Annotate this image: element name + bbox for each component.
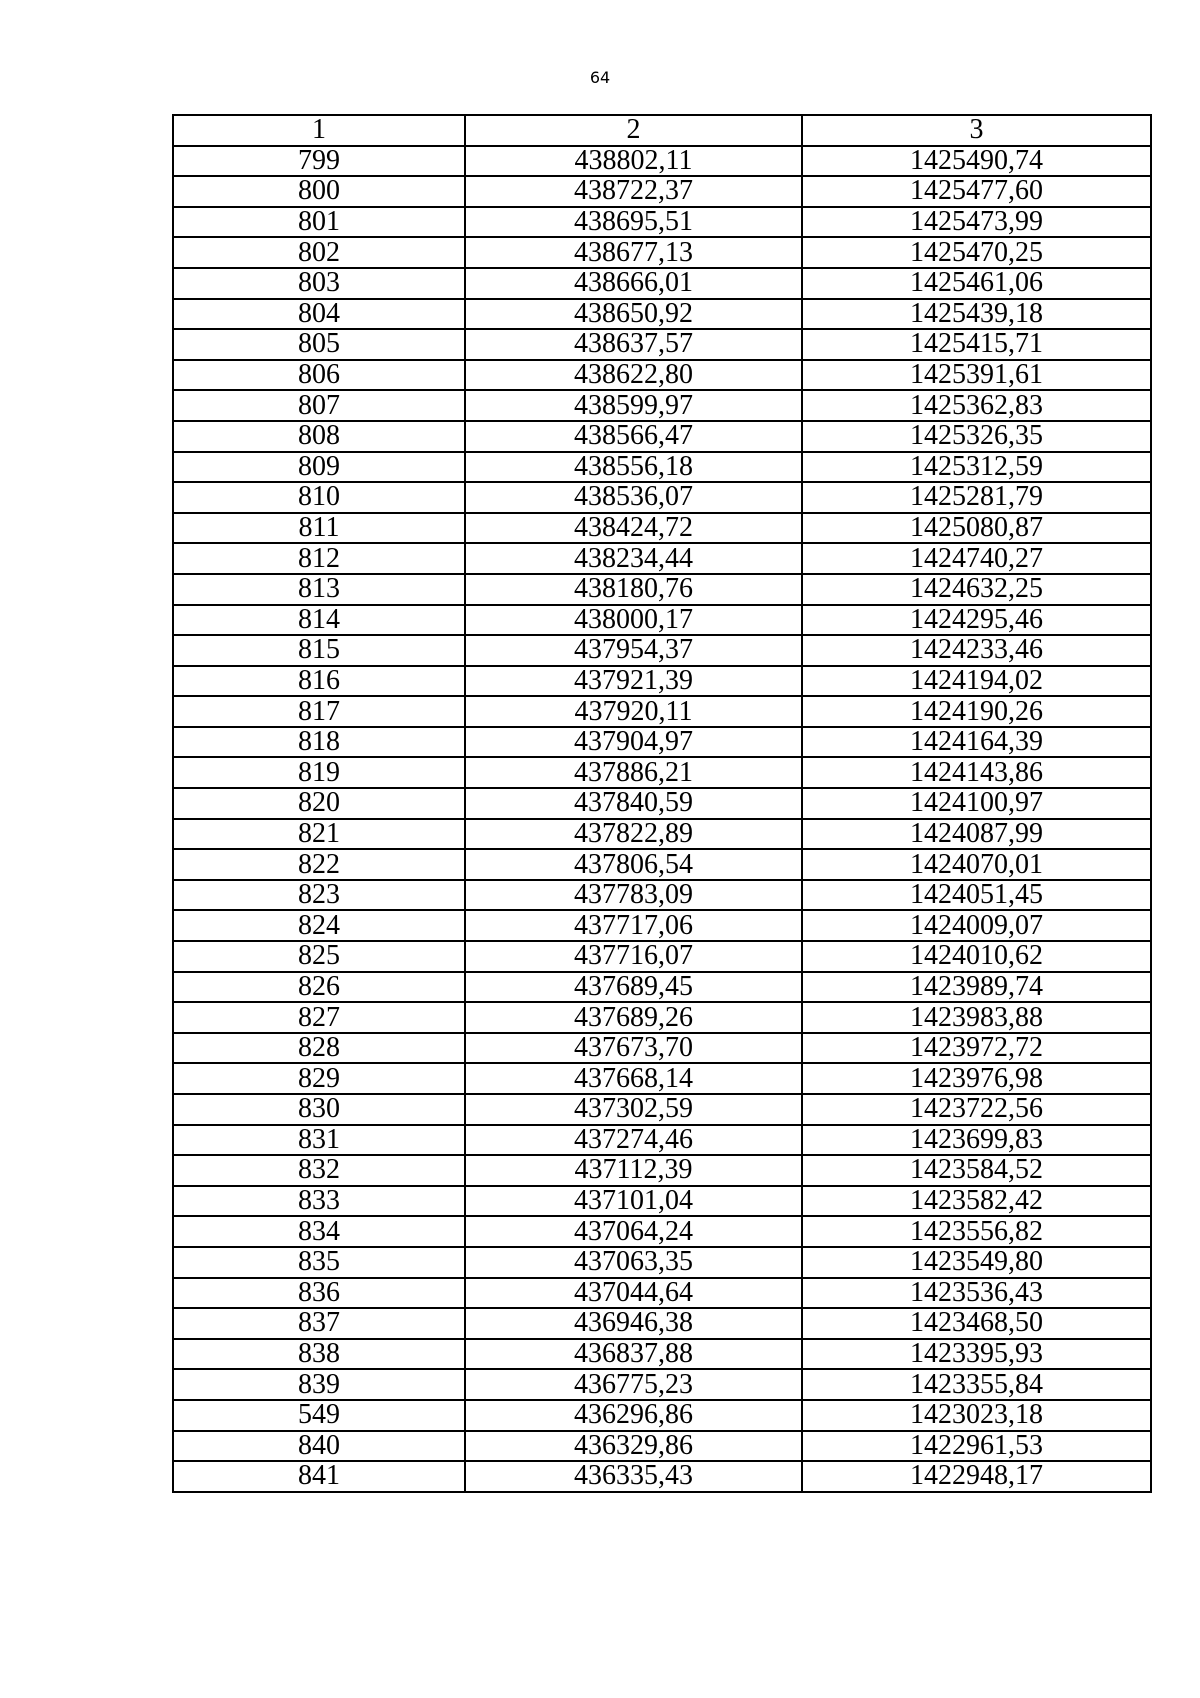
point-number-cell: 839	[173, 1369, 465, 1400]
table-row	[173, 1002, 1151, 1033]
coordinate-x-cell: 437886,21	[465, 757, 802, 788]
table-row	[173, 1155, 1151, 1186]
coordinate-x-cell: 438650,92	[465, 299, 802, 330]
table-row	[173, 421, 1151, 452]
table-row	[173, 1216, 1151, 1247]
point-number-cell: 820	[173, 788, 465, 819]
table-row	[173, 237, 1151, 268]
coordinate-y-cell: 1424164,39	[802, 727, 1151, 758]
coordinate-x-cell: 437112,39	[465, 1155, 802, 1186]
point-number-cell: 807	[173, 390, 465, 421]
table-row	[173, 1339, 1151, 1370]
point-number-cell: 812	[173, 543, 465, 574]
coordinate-y-cell: 1423355,84	[802, 1369, 1151, 1400]
coordinate-x-cell: 437783,09	[465, 880, 802, 911]
table-row	[173, 635, 1151, 666]
coordinate-x-cell: 437689,26	[465, 1002, 802, 1033]
coordinate-y-cell: 1425477,60	[802, 176, 1151, 207]
table-row	[173, 1247, 1151, 1278]
coordinate-y-cell: 1423468,50	[802, 1308, 1151, 1339]
table-row	[173, 1278, 1151, 1309]
table-row	[173, 299, 1151, 330]
coordinate-x-cell: 437717,06	[465, 910, 802, 941]
table-row	[173, 666, 1151, 697]
coordinate-x-cell: 437806,54	[465, 849, 802, 880]
page-number: 64	[589, 68, 611, 87]
table-row	[173, 513, 1151, 544]
table-row	[173, 696, 1151, 727]
point-number-cell: 841	[173, 1461, 465, 1492]
coordinate-y-cell: 1423536,43	[802, 1278, 1151, 1309]
point-number-cell: 824	[173, 910, 465, 941]
coordinate-x-cell: 438424,72	[465, 513, 802, 544]
coordinate-x-cell: 438666,01	[465, 268, 802, 299]
coordinate-y-cell: 1425391,61	[802, 360, 1151, 391]
table-row	[173, 880, 1151, 911]
coordinate-x-cell: 438566,47	[465, 421, 802, 452]
coordinate-y-cell: 1423584,52	[802, 1155, 1151, 1186]
coordinate-x-cell: 437840,59	[465, 788, 802, 819]
point-number-cell: 832	[173, 1155, 465, 1186]
coordinate-x-cell: 438536,07	[465, 482, 802, 513]
coordinate-y-cell: 1425080,87	[802, 513, 1151, 544]
point-number-cell: 831	[173, 1125, 465, 1156]
table-row	[173, 268, 1151, 299]
coordinate-y-cell: 1422948,17	[802, 1461, 1151, 1492]
column-header-2: 2	[465, 115, 802, 146]
coordinate-x-cell: 437921,39	[465, 666, 802, 697]
point-number-cell: 827	[173, 1002, 465, 1033]
coordinate-y-cell: 1424295,46	[802, 605, 1151, 636]
table-row	[173, 1125, 1151, 1156]
column-header-3: 3	[802, 115, 1151, 146]
table-row	[173, 360, 1151, 391]
coordinate-y-cell: 1423699,83	[802, 1125, 1151, 1156]
coordinate-x-cell: 437302,59	[465, 1094, 802, 1125]
table-row	[173, 1431, 1151, 1462]
point-number-cell: 825	[173, 941, 465, 972]
coordinate-y-cell: 1425415,71	[802, 329, 1151, 360]
point-number-cell: 835	[173, 1247, 465, 1278]
point-number-cell: 829	[173, 1063, 465, 1094]
table-header	[173, 115, 1151, 146]
point-number-cell: 830	[173, 1094, 465, 1125]
table-row	[173, 1063, 1151, 1094]
table-row	[173, 329, 1151, 360]
coordinate-y-cell: 1425326,35	[802, 421, 1151, 452]
point-number-cell: 821	[173, 819, 465, 850]
coordinate-x-cell: 436837,88	[465, 1339, 802, 1370]
coordinate-x-cell: 437920,11	[465, 696, 802, 727]
coordinate-x-cell: 438802,11	[465, 146, 802, 177]
table-row	[173, 1400, 1151, 1431]
point-number-cell: 838	[173, 1339, 465, 1370]
point-number-cell: 814	[173, 605, 465, 636]
table-row	[173, 176, 1151, 207]
table-row	[173, 819, 1151, 850]
point-number-cell: 822	[173, 849, 465, 880]
coordinate-y-cell: 1425312,59	[802, 452, 1151, 483]
coordinate-x-cell: 438622,80	[465, 360, 802, 391]
coordinate-x-cell: 437101,04	[465, 1186, 802, 1217]
point-number-cell: 813	[173, 574, 465, 605]
point-number-cell: 799	[173, 146, 465, 177]
coordinate-x-cell: 437274,46	[465, 1125, 802, 1156]
point-number-cell: 819	[173, 757, 465, 788]
point-number-cell: 806	[173, 360, 465, 391]
coordinate-y-cell: 1424087,99	[802, 819, 1151, 850]
point-number-cell: 805	[173, 329, 465, 360]
coordinate-y-cell: 1424010,62	[802, 941, 1151, 972]
point-number-cell: 833	[173, 1186, 465, 1217]
point-number-cell: 828	[173, 1033, 465, 1064]
coordinate-x-cell: 438599,97	[465, 390, 802, 421]
point-number-cell: 810	[173, 482, 465, 513]
coordinate-x-cell: 437673,70	[465, 1033, 802, 1064]
table-row	[173, 757, 1151, 788]
point-number-cell: 804	[173, 299, 465, 330]
coordinate-x-cell: 438180,76	[465, 574, 802, 605]
point-number-cell: 800	[173, 176, 465, 207]
table-row	[173, 1094, 1151, 1125]
coordinate-y-cell: 1424143,86	[802, 757, 1151, 788]
point-number-cell: 826	[173, 972, 465, 1003]
table-row	[173, 1308, 1151, 1339]
coordinate-x-cell: 437063,35	[465, 1247, 802, 1278]
table-row	[173, 910, 1151, 941]
coordinate-x-cell: 438695,51	[465, 207, 802, 238]
table-body	[173, 146, 1151, 1492]
coordinate-y-cell: 1425473,99	[802, 207, 1151, 238]
point-number-cell: 834	[173, 1216, 465, 1247]
coordinate-y-cell: 1424009,07	[802, 910, 1151, 941]
point-number-cell: 811	[173, 513, 465, 544]
table-row	[173, 1461, 1151, 1492]
point-number-cell: 823	[173, 880, 465, 911]
coordinate-x-cell: 437668,14	[465, 1063, 802, 1094]
coordinate-y-cell: 1424740,27	[802, 543, 1151, 574]
table-row	[173, 1033, 1151, 1064]
table-row	[173, 207, 1151, 238]
coordinate-x-cell: 437064,24	[465, 1216, 802, 1247]
coordinate-x-cell: 438722,37	[465, 176, 802, 207]
point-number-cell: 836	[173, 1278, 465, 1309]
point-number-cell: 815	[173, 635, 465, 666]
coordinate-y-cell: 1423983,88	[802, 1002, 1151, 1033]
point-number-cell: 840	[173, 1431, 465, 1462]
table-row	[173, 1186, 1151, 1217]
header-row	[173, 115, 1151, 146]
coordinate-x-cell: 437904,97	[465, 727, 802, 758]
coordinate-y-cell: 1424233,46	[802, 635, 1151, 666]
coordinate-x-cell: 437044,64	[465, 1278, 802, 1309]
coordinate-y-cell: 1425461,06	[802, 268, 1151, 299]
coordinate-x-cell: 436775,23	[465, 1369, 802, 1400]
table-row	[173, 605, 1151, 636]
coordinate-y-cell: 1425281,79	[802, 482, 1151, 513]
table-row	[173, 849, 1151, 880]
coordinate-y-cell: 1425470,25	[802, 237, 1151, 268]
coordinate-y-cell: 1425439,18	[802, 299, 1151, 330]
coordinate-y-cell: 1424632,25	[802, 574, 1151, 605]
coordinate-x-cell: 436329,86	[465, 1431, 802, 1462]
coordinate-x-cell: 436335,43	[465, 1461, 802, 1492]
table-row	[173, 1369, 1151, 1400]
point-number-cell: 818	[173, 727, 465, 758]
coordinate-y-cell: 1424190,26	[802, 696, 1151, 727]
coordinate-y-cell: 1424051,45	[802, 880, 1151, 911]
table-row	[173, 788, 1151, 819]
point-number-cell: 802	[173, 237, 465, 268]
point-number-cell: 549	[173, 1400, 465, 1431]
coordinate-y-cell: 1423549,80	[802, 1247, 1151, 1278]
table-row	[173, 574, 1151, 605]
table-row	[173, 482, 1151, 513]
coordinate-x-cell: 438000,17	[465, 605, 802, 636]
coordinate-y-cell: 1425362,83	[802, 390, 1151, 421]
table-row	[173, 543, 1151, 574]
coordinate-x-cell: 436946,38	[465, 1308, 802, 1339]
coordinate-y-cell: 1423722,56	[802, 1094, 1151, 1125]
coordinate-y-cell: 1423989,74	[802, 972, 1151, 1003]
coordinate-x-cell: 437689,45	[465, 972, 802, 1003]
coordinate-x-cell: 438637,57	[465, 329, 802, 360]
table-row	[173, 146, 1151, 177]
coordinate-y-cell: 1424100,97	[802, 788, 1151, 819]
point-number-cell: 816	[173, 666, 465, 697]
point-number-cell: 809	[173, 452, 465, 483]
point-number-cell: 817	[173, 696, 465, 727]
column-header-1: 1	[173, 115, 465, 146]
coordinate-y-cell: 1424070,01	[802, 849, 1151, 880]
table-row	[173, 941, 1151, 972]
coordinate-y-cell: 1423556,82	[802, 1216, 1151, 1247]
coordinates-table	[172, 114, 1152, 1493]
coordinate-y-cell: 1422961,53	[802, 1431, 1151, 1462]
coordinate-x-cell: 436296,86	[465, 1400, 802, 1431]
table-row	[173, 390, 1151, 421]
coordinate-x-cell: 438556,18	[465, 452, 802, 483]
table-row	[173, 972, 1151, 1003]
coordinate-y-cell: 1423582,42	[802, 1186, 1151, 1217]
coordinate-y-cell: 1423972,72	[802, 1033, 1151, 1064]
coordinate-x-cell: 437822,89	[465, 819, 802, 850]
point-number-cell: 803	[173, 268, 465, 299]
coordinate-y-cell: 1423976,98	[802, 1063, 1151, 1094]
coordinate-x-cell: 437716,07	[465, 941, 802, 972]
table-row	[173, 727, 1151, 758]
point-number-cell: 808	[173, 421, 465, 452]
point-number-cell: 837	[173, 1308, 465, 1339]
coordinate-y-cell: 1423023,18	[802, 1400, 1151, 1431]
point-number-cell: 801	[173, 207, 465, 238]
coordinate-y-cell: 1424194,02	[802, 666, 1151, 697]
coordinate-y-cell: 1423395,93	[802, 1339, 1151, 1370]
coordinate-x-cell: 438234,44	[465, 543, 802, 574]
coordinate-x-cell: 437954,37	[465, 635, 802, 666]
table-row	[173, 452, 1151, 483]
coordinate-x-cell: 438677,13	[465, 237, 802, 268]
coordinate-y-cell: 1425490,74	[802, 146, 1151, 177]
